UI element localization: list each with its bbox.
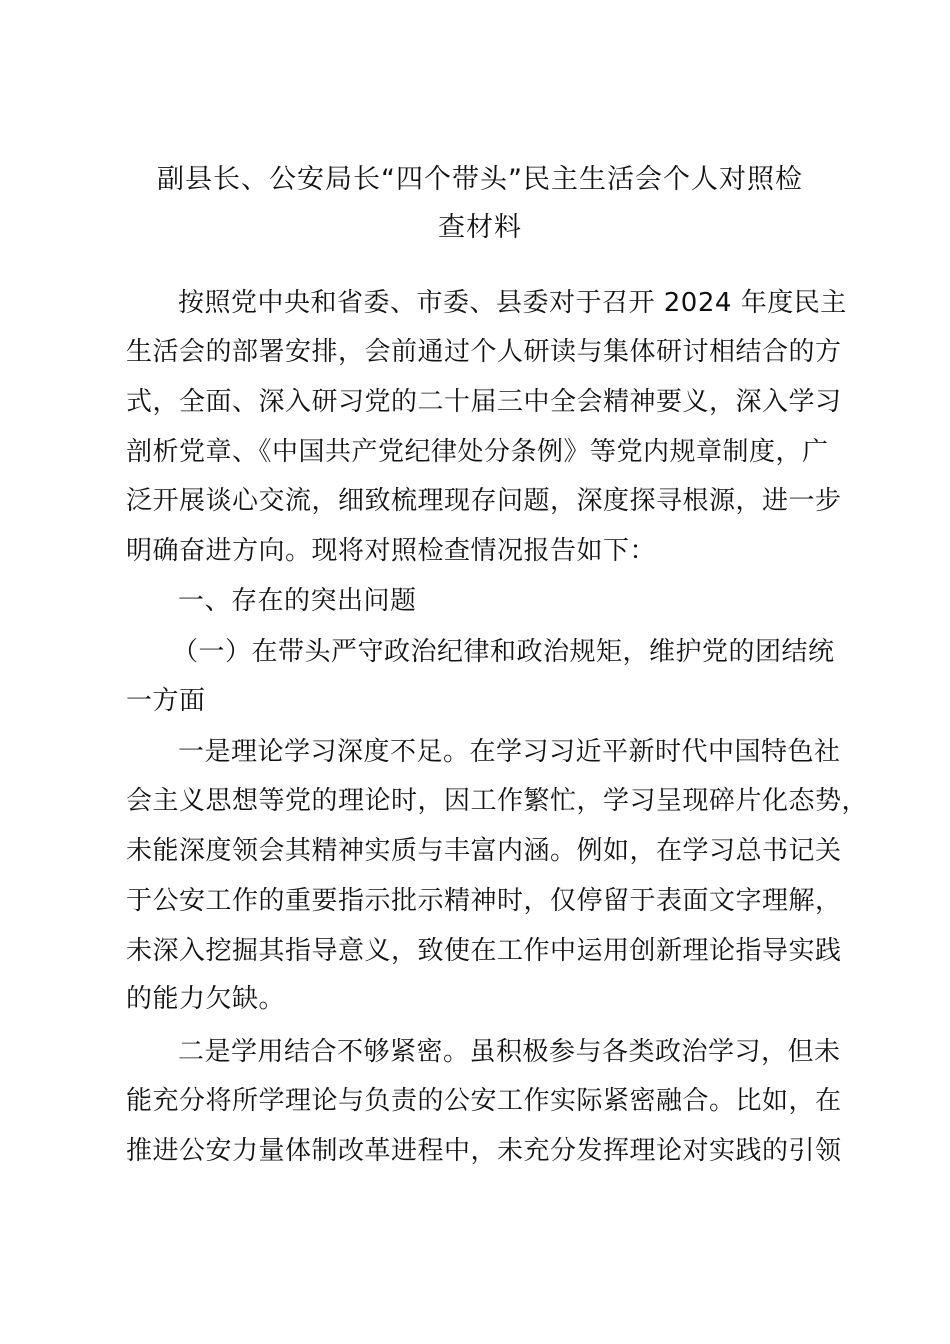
paragraph-intro-line-5: 泛开展谈心交流，细致梳理现存问题，深度探寻根源，进一步 [126,486,842,516]
section-heading-1: 一、存在的突出问题 [178,586,417,616]
subsection-heading-1-line-2: 一方面 [126,686,206,716]
paragraph-intro-line-3: 式，全面、深入研习党的二十届三中全会精神要义，深入学习 [126,387,842,417]
paragraph-point-1-line-2: 会主义思想等党的理论时，因工作繁忙，学习呈现碎片化态势， [126,786,869,816]
paragraph-point-2-line-1: 二是学用结合不够紧密。虽积极参与各类政治学习，但未 [178,1037,841,1067]
document-title-line-2: 查材料 [438,212,522,243]
paragraph-intro-line-2: 生活会的部署安排，会前通过个人研读与集体研讨相结合的方 [126,337,842,367]
document-title-line-1: 副县长、公安局长“四个带头”民主生活会个人对照检 [157,164,803,195]
paragraph-point-1-line-1: 一是理论学习深度不足。在学习习近平新时代中国特色社 [178,737,841,767]
paragraph-intro-line-4: 剖析党章、《中国共产党纪律处分条例》等党内规章制度，广 [126,437,829,467]
paragraph-point-1-line-6: 的能力欠缺。 [126,984,286,1014]
paragraph-intro-line-1: 按照党中央和省委、市委、县委对于召开 2024 年度民主 [178,288,847,318]
paragraph-point-1-line-4: 于公安工作的重要指示批示精神时，仅停留于表面文字理解， [126,886,842,916]
paragraph-point-1-line-5: 未深入挖掘其指导意义，致使在工作中运用创新理论指导实践 [126,936,842,966]
subsection-heading-1-line-1: （一）在带头严守政治纪律和政治规矩，维护党的团结统 [172,637,835,667]
paragraph-point-2-line-2: 能充分将所学理论与负责的公安工作实际紧密融合。比如，在 [126,1086,842,1116]
paragraph-point-1-line-3: 未能深度领会其精神实质与丰富内涵。例如，在学习总书记关 [126,836,842,866]
paragraph-point-2-line-3: 推进公安力量体制改革进程中，未充分发挥理论对实践的引领 [126,1136,842,1166]
paragraph-intro-line-6: 明确奋进方向。现将对照检查情况报告如下： [126,536,657,566]
